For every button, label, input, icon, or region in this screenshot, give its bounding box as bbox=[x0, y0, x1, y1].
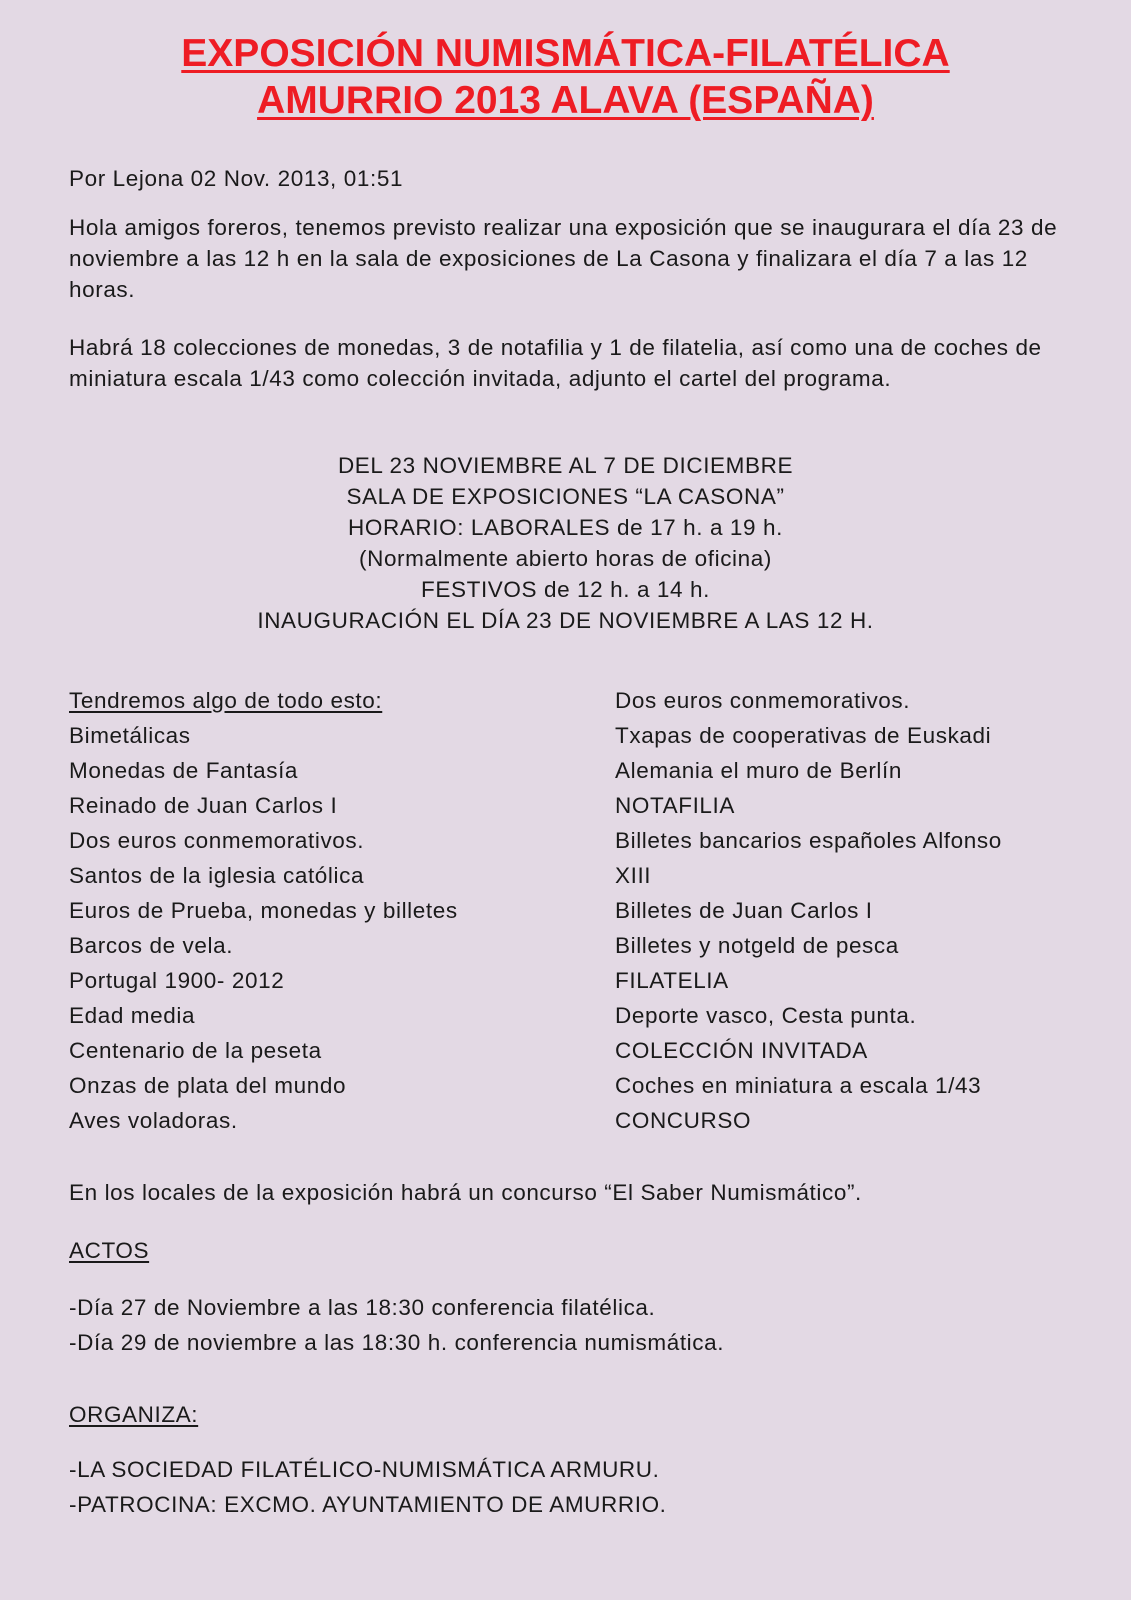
list-item: XIII bbox=[615, 863, 652, 888]
list-item: Dos euros conmemorativos. bbox=[69, 828, 365, 853]
list-item: Deporte vasco, Cesta punta. bbox=[615, 1003, 917, 1028]
list-item: Euros de Prueba, monedas y billetes bbox=[69, 898, 458, 923]
actos-item: -Día 27 de Noviembre a las 18:30 conferencia filatélica. bbox=[69, 1295, 656, 1320]
left-column-list bbox=[69, 683, 458, 1138]
title-line-1: EXPOSICIÓN NUMISMÁTICA-FILATÉLICA bbox=[181, 32, 950, 75]
list-item: Edad media bbox=[69, 1003, 196, 1028]
program-line: DEL 23 NOVIEMBRE AL 7 DE DICIEMBRE bbox=[337, 453, 794, 478]
list-item: Aves voladoras. bbox=[69, 1108, 238, 1133]
list-item: Bimetálicas bbox=[69, 723, 191, 748]
list-item: NOTAFILIA bbox=[615, 793, 735, 818]
program-line: SALA DE EXPOSICIONES “LA CASONA” bbox=[346, 484, 785, 509]
list-item: Billetes de Juan Carlos I bbox=[615, 898, 873, 923]
list-item: Txapas de cooperativas de Euskadi bbox=[615, 723, 992, 748]
details-paragraph: Habrá 18 colecciones de monedas, 3 de notafilia y 1 de filatelia, así como una de coches de miniatura escala 1/43 como colección invitada, adjunto el cartel del programa. bbox=[69, 335, 1042, 391]
list-item: Monedas de Fantasía bbox=[69, 758, 299, 783]
organiza-item: -PATROCINA: EXCMO. AYUNTAMIENTO DE AMURRIO. bbox=[69, 1492, 667, 1517]
title-line-2: AMURRIO 2013 ALAVA (ESPAÑA) bbox=[257, 79, 874, 122]
list-item: Coches en miniatura a escala 1/43 bbox=[615, 1073, 982, 1098]
organiza-heading: ORGANIZA: bbox=[69, 1402, 199, 1427]
list-item: Barcos de vela. bbox=[69, 933, 234, 958]
organiza-list bbox=[69, 1452, 1099, 1522]
document-title bbox=[0, 30, 1131, 124]
actos-item: -Día 29 de noviembre a las 18:30 h. conferencia numismática. bbox=[69, 1330, 725, 1355]
list-item: Centenario de la peseta bbox=[69, 1038, 322, 1063]
program-line: FESTIVOS de 12 h. a 14 h. bbox=[421, 577, 710, 602]
actos-list bbox=[69, 1290, 1099, 1360]
program-line: (Normalmente abierto horas de oficina) bbox=[359, 546, 772, 571]
contest-paragraph: En los locales de la exposición habrá un concurso “El Saber Numismático”. bbox=[69, 1180, 862, 1205]
list-item: Billetes bancarios españoles Alfonso bbox=[615, 828, 1002, 853]
list-item: COLECCIÓN INVITADA bbox=[615, 1038, 868, 1063]
list-item: Alemania el muro de Berlín bbox=[615, 758, 902, 783]
byline: Por Lejona 02 Nov. 2013, 01:51 bbox=[69, 166, 404, 191]
right-column-list bbox=[615, 683, 1002, 1138]
list-item: Billetes y notgeld de pesca bbox=[615, 933, 899, 958]
list-item: FILATELIA bbox=[615, 968, 729, 993]
list-item: Portugal 1900- 2012 bbox=[69, 968, 285, 993]
list-heading: Tendremos algo de todo esto: bbox=[69, 688, 383, 713]
organiza-item: -LA SOCIEDAD FILATÉLICO-NUMISMÁTICA ARMURU. bbox=[69, 1457, 660, 1482]
program-line: INAUGURACIÓN EL DÍA 23 DE NOVIEMBRE A LAS 12 H. bbox=[257, 608, 874, 633]
actos-heading: ACTOS bbox=[69, 1238, 150, 1263]
list-item: Santos de la iglesia católica bbox=[69, 863, 365, 888]
program-block bbox=[0, 450, 1131, 636]
list-item: Dos euros conmemorativos. bbox=[615, 688, 911, 713]
intro-paragraph: Hola amigos foreros, tenemos previsto realizar una exposición que se inaugurara el día 23 de noviembre a las 12 h en la sala de exposiciones de La Casona y finalizara el día 7 a las 12 horas. bbox=[69, 215, 1058, 302]
list-item: Reinado de Juan Carlos I bbox=[69, 793, 338, 818]
list-item: Onzas de plata del mundo bbox=[69, 1073, 347, 1098]
program-line: HORARIO: LABORALES de 17 h. a 19 h. bbox=[348, 515, 783, 540]
list-item: CONCURSO bbox=[615, 1108, 752, 1133]
